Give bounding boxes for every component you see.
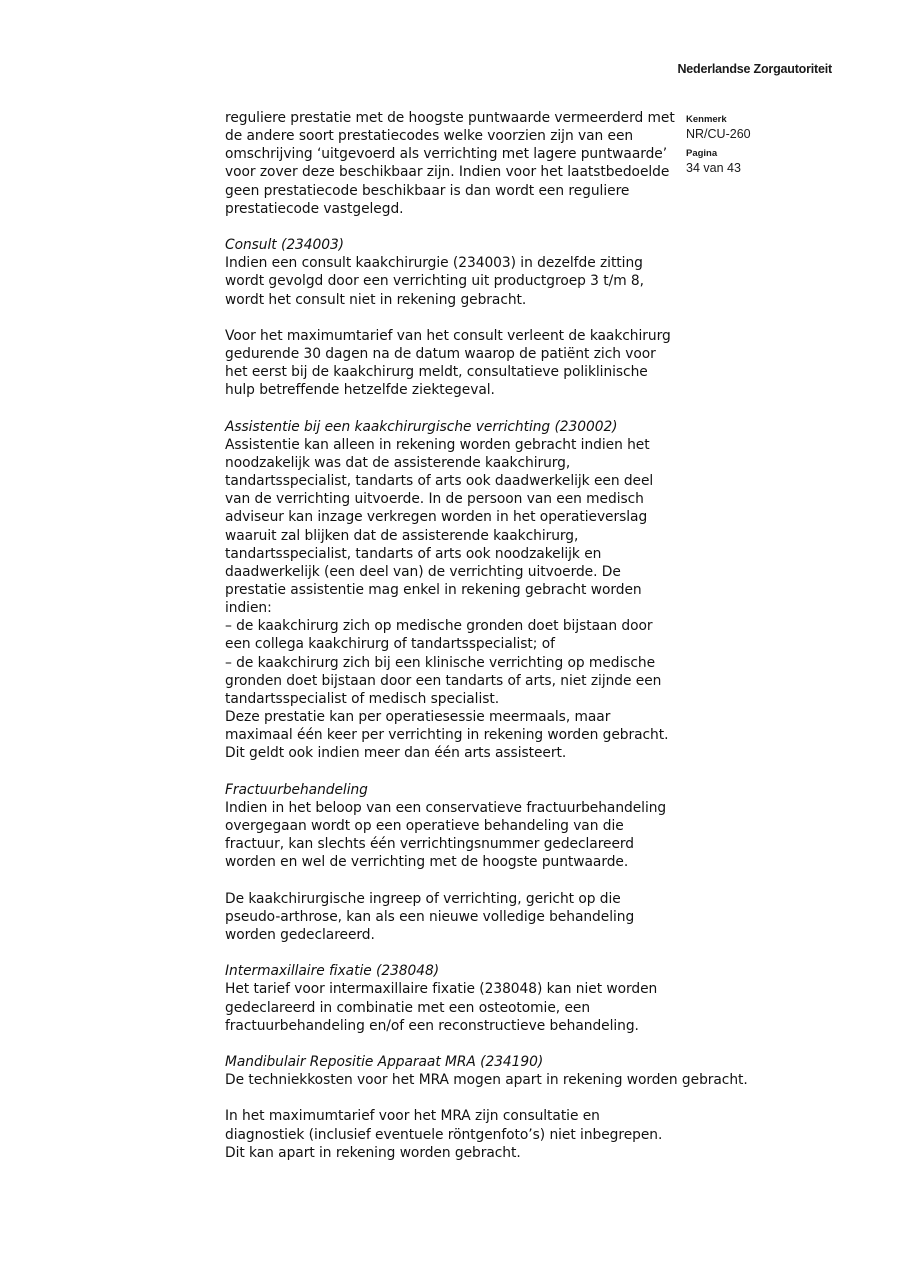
mra-paragraph-2: In het maximumtarief voor het MRA zijn consultatie en diagnostiek (inclusief eventuele röntgenfoto’s) niet inbegrepen. Dit kan apart in rekening worden gebracht. [225, 1108, 663, 1161]
document-body [225, 109, 765, 1162]
fractuur-paragraph-1: Indien in het beloop van een conservatieve fractuurbehandeling overgegaan wordt op een operatieve behandeling van die fractuur, kan slechts één verrichtingsnummer gedeclareerd worden en wel de verrichting met de hoogste puntwaarde. [225, 799, 667, 871]
intro-paragraph: reguliere prestatie met de hoogste puntwaarde vermeerderd met de andere soort prestatiecodes welke voorzien zijn van een omschrijving ‘uitgevoerd als verrichting met lagere puntwaarde’ voor zover deze beschikbaar zijn. Indien voor het laatstbedoelde geen prestatiecode beschikbaar is dan wordt een reguliere prestatiecode vastgelegd. [225, 110, 675, 217]
kenmerk-value: NR/CU-260 [686, 127, 751, 141]
consult-paragraph-2: Voor het maximumtarief van het consult verleent de kaakchirurg gedurende 30 dagen na de datum waarop de patiënt zich voor het eerst bij de kaakchirurg meldt, consultatieve poliklinische hulp betreffende hetzelfde ziektegeval. [225, 327, 671, 399]
organization-name: Nederlandse Zorgautoriteit [677, 62, 832, 76]
assistentie-heading: Assistentie bij een kaakchirurgische verrichting (230002) [225, 418, 618, 435]
pagina-label: Pagina [686, 148, 718, 159]
intermaxillaire-heading: Intermaxillaire fixatie (238048) [225, 963, 440, 980]
mra-heading: Mandibulair Repositie Apparaat MRA (234190) [225, 1054, 544, 1071]
pagina-value: 34 van 43 [686, 161, 741, 175]
kenmerk-label: Kenmerk [686, 114, 727, 125]
assistentie-paragraph: Assistentie kan alleen in rekening worden gebracht indien het noodzakelijk was dat de assisterende kaakchirurg, tandartsspecialist, tandarts of arts ook daadwerkelijk een deel van de verrichting uitvoerde. In de persoon van een medisch adviseur kan inzage verkregen worden in het operatieverslag waaruit zal blijken dat de assisterende kaakchirurg, tandartsspecialist, tandarts of arts ook noodzakelijk en daadwerkelijk (een deel van) de verrichting uitvoerde. De prestatie assistentie mag enkel in rekening gebracht worden indien: – de kaakchirurg zich op medische gronden doet bijstaan door een collega kaakchirurg of tandartsspecialist; of – de kaakchirurg zich bij een klinische verrichting op medische gronden doet bijstaan door een tandarts of arts, niet zijnde een tandartsspecialist of medisch specialist. Deze prestatie kan per operatiesessie meermaals, maar maximaal één keer per verrichting in rekening worden gebracht. Dit geldt ook indien meer dan één arts assisteert. [225, 436, 669, 762]
consult-heading: Consult (234003) [225, 237, 345, 254]
fractuur-heading: Fractuurbehandeling [225, 781, 368, 798]
mra-paragraph-1: De techniekkosten voor het MRA mogen apart in rekening worden gebracht. [225, 1072, 748, 1089]
consult-paragraph-1: Indien een consult kaakchirurgie (234003) in dezelfde zitting wordt gevolgd door een verrichting uit productgroep 3 t/m 8, wordt het consult niet in rekening gebracht. [225, 255, 644, 308]
fractuur-paragraph-2: De kaakchirurgische ingreep of verrichting, gericht op die pseudo-arthrose, kan als een nieuwe volledige behandeling worden gedeclareerd. [225, 890, 635, 943]
intermaxillaire-paragraph: Het tarief voor intermaxillaire fixatie (238048) kan niet worden gedeclareerd in combinatie met een osteotomie, een fractuurbehandeling en/of een reconstructieve behandeling. [225, 981, 658, 1034]
